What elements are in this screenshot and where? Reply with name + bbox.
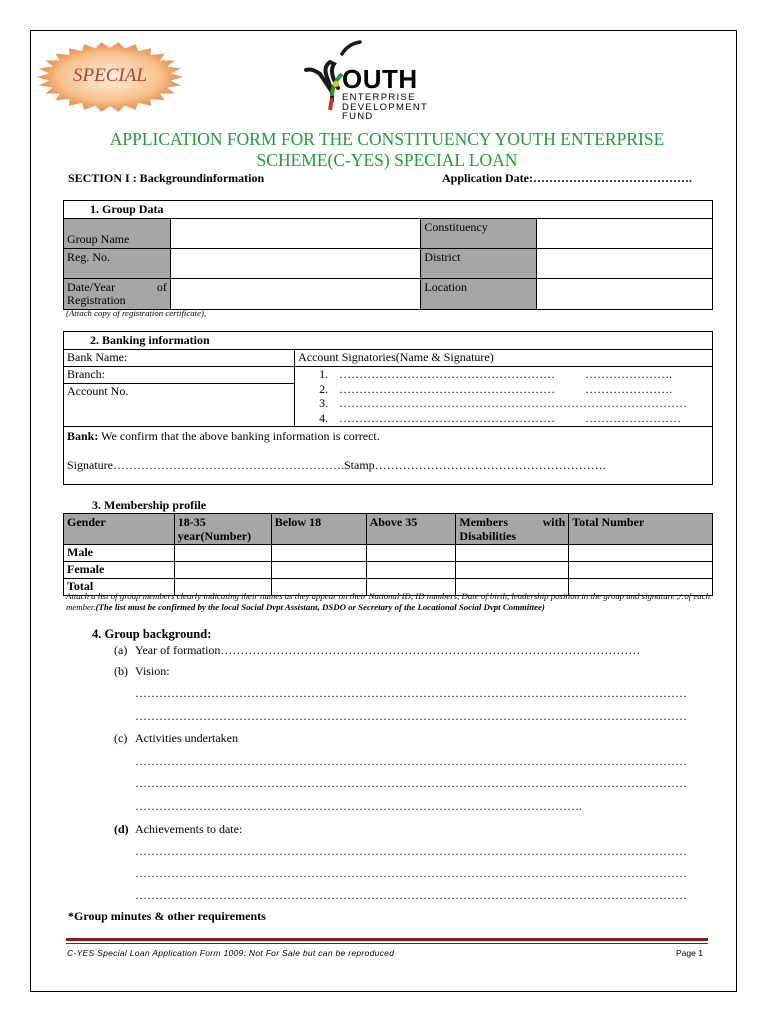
signatories-heading: Account Signatories(Name & Signature) [295, 350, 713, 367]
membership-note [66, 591, 710, 613]
table-row [64, 545, 713, 562]
header-disabilities: Members with Disabilities [456, 514, 569, 545]
title-line-1: APPLICATION FORM FOR THE CONSTITUENCY YOUTH ENTERPRISE [109, 129, 665, 149]
registration-text: Registration [67, 293, 126, 307]
date-registration-field[interactable] [170, 279, 421, 310]
page-number: Page 1 [676, 948, 703, 958]
group-data-table [63, 200, 713, 310]
title-line-2: SCHEME(C-YES) SPECIAL LOAN [256, 150, 518, 170]
row-male: Male [64, 545, 175, 562]
activities-line-3[interactable]: …………………………………………………………………………………………………. [135, 799, 582, 813]
signatory-num: 4. [319, 410, 329, 425]
bank-bold-label: Bank: [67, 429, 99, 443]
application-date-label: Application Date:…………………………………. [442, 171, 692, 185]
bank-confirm-text: We confirm that the above banking information is correct. [98, 429, 380, 443]
item-a-label: (a) [114, 643, 128, 657]
banking-table [63, 331, 713, 485]
of-text: of [156, 280, 167, 294]
membership-heading: 3. Membership profile [92, 498, 207, 512]
constituency-field[interactable] [537, 219, 713, 249]
item-d-label: (d) [114, 822, 129, 836]
signatory-num: 2. [319, 381, 329, 396]
header-below-18: Below 18 [271, 514, 366, 545]
header-above-35: Above 35 [366, 514, 456, 545]
membership-table [63, 513, 713, 596]
signatory-dots-2: …………………… [585, 410, 682, 425]
vision-line-2[interactable]: ………………………………………………………………………………………………………………………… [135, 709, 687, 723]
reg-no-label: Reg. No. [64, 249, 171, 279]
vision-line-1[interactable]: ………………………………………………………………………………………………………………………… [135, 686, 687, 700]
signatory-num: 1. [319, 367, 329, 381]
group-name-field[interactable] [170, 219, 421, 249]
activities-line-2[interactable]: ………………………………………………………………………………………………………………………… [135, 776, 687, 790]
date-year-text: Date/Year [67, 280, 116, 294]
bank-confirmation-cell [64, 427, 713, 485]
signatory-num: 3. [319, 396, 329, 410]
achievements-label: Achievements to date: [135, 822, 243, 836]
membership-note-bold: (The list must be confirmed by the local Social Dvpt Assistant, DSDO or Secretary of the Locational Social Dvpt Committee) [95, 602, 545, 612]
location-field[interactable] [537, 279, 713, 310]
signatory-dots: ……………………………………………… [339, 410, 556, 425]
item-b-label: (b) [114, 664, 128, 678]
row-female: Female [64, 562, 175, 579]
group-background-heading: 4. Group background: [92, 627, 212, 641]
footer-divider-thick [66, 938, 708, 941]
membership-note-italic: Attach a list of group members clearly indicating their names as they appear on their National ID, ID numbers, Date of birth, leadership position in the group and signature ,/:of each member. [66, 591, 710, 612]
header-18-35: 18-35 year(Number) [174, 514, 271, 545]
cell[interactable] [271, 545, 366, 562]
branch-cell[interactable]: Branch: [64, 367, 295, 384]
activities-label: Activities undertaken [135, 731, 238, 745]
cell[interactable] [569, 545, 713, 562]
achievements-line-1[interactable]: ………………………………………………………………………………………………………………………… [135, 844, 687, 858]
logo-sub-1: ENTERPRISE [342, 92, 416, 103]
bank-name-cell[interactable]: Bank Name: [64, 350, 295, 367]
cell[interactable] [366, 562, 456, 579]
signatory-line-2[interactable] [319, 382, 712, 397]
signatory-dots: ……………………………………………… [339, 367, 556, 381]
badge-text: SPECIAL [73, 65, 147, 86]
banking-heading: 2. Banking information [64, 332, 713, 350]
group-data-heading: 1. Group Data [64, 201, 713, 219]
vision-label: Vision: [135, 664, 170, 678]
section-heading: SECTION I : Backgroundinformation [68, 171, 265, 185]
cell[interactable] [174, 562, 271, 579]
signatory-line-4[interactable] [319, 411, 712, 426]
cell[interactable] [569, 562, 713, 579]
table-row [64, 562, 713, 579]
cell[interactable] [366, 545, 456, 562]
registration-note: (Attach copy of registration certificate), [66, 308, 207, 318]
location-label: Location [421, 279, 537, 310]
footer-divider-thin [66, 943, 708, 944]
date-registration-label [64, 279, 171, 310]
district-label: District [421, 249, 537, 279]
signatory-line-1[interactable] [319, 367, 712, 382]
signatory-dots: ……………………………………………… [339, 381, 556, 396]
logo-sub-3: FUND [342, 111, 374, 122]
logo-word: OUTH [342, 64, 418, 94]
year-of-formation-line[interactable]: Year of formation…………………………………………………………………………………………… [135, 643, 641, 657]
special-starburst-badge [36, 40, 184, 114]
group-name-label: Group Name [64, 219, 171, 249]
signatory-dots-2: …………………. [585, 381, 673, 396]
cell[interactable] [456, 545, 569, 562]
cell[interactable] [271, 562, 366, 579]
item-c-label: (c) [114, 731, 128, 745]
header-total-number: Total Number [569, 514, 713, 545]
signatory-lines [295, 367, 713, 427]
signatory-dots: …………………………………………………………………………… [339, 396, 688, 410]
activities-line-1[interactable]: ………………………………………………………………………………………………………………………… [135, 754, 687, 768]
cell[interactable] [174, 545, 271, 562]
header-gender: Gender [64, 514, 175, 545]
signatory-dots-2: …………………. [585, 367, 673, 381]
footer-text: C-YES Special Loan Application Form 1009: Not For Sale but can be reproduced [67, 948, 395, 958]
row-total: Total [64, 579, 175, 596]
achievements-line-3[interactable]: ………………………………………………………………………………………………………………………… [135, 888, 687, 902]
district-field[interactable] [537, 249, 713, 279]
signature-stamp-line[interactable]: Signature………………………………………………….Stamp…………………………………………………. [67, 458, 606, 472]
group-minutes-requirements: *Group minutes & other requirements [68, 909, 266, 923]
logo-sub-2: DEVELOPMENT [342, 101, 429, 113]
form-title [66, 129, 708, 171]
account-no-cell[interactable]: Account No. [64, 384, 295, 427]
cell[interactable] [456, 562, 569, 579]
youth-fund-logo [302, 40, 442, 122]
constituency-label: Constituency [421, 219, 537, 249]
achievements-line-2[interactable]: ………………………………………………………………………………………………………………………… [135, 866, 687, 880]
signatory-line-3[interactable] [319, 396, 712, 411]
logo-subtext [342, 93, 428, 122]
reg-no-field[interactable] [170, 249, 421, 279]
